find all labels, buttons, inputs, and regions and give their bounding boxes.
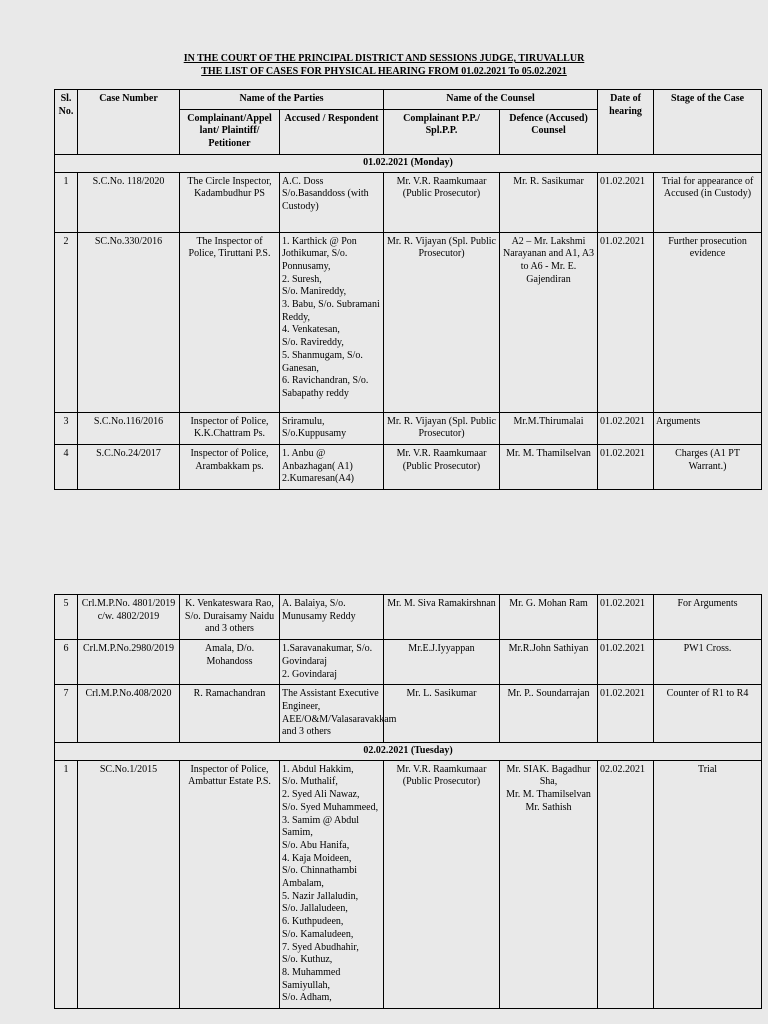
col-accused: Accused / Respondent <box>280 109 384 154</box>
cell-sl: 2 <box>55 232 78 412</box>
cell-sl: 3 <box>55 412 78 444</box>
col-counsel: Name of the Counsel <box>384 90 598 110</box>
cell-case-number: Crl.M.P.No.408/2020 <box>78 685 180 743</box>
cell-stage: For Arguments <box>654 595 762 640</box>
cell-sl: 1 <box>55 760 78 1008</box>
table-row <box>55 685 762 743</box>
cell-stage: Further prosecution evidence <box>654 232 762 412</box>
cell-accused: The Assistant Executive Engineer, AEE/O&M/Valasaravakkam and 3 others <box>280 685 384 743</box>
cell-complainant: Amala, D/o. Mohandoss <box>180 640 280 685</box>
table-row <box>55 412 762 444</box>
cell-pp: Mr. V.R. Raamkumaar (Public Prosecutor) <box>384 444 500 489</box>
col-sl: Sl. No. <box>55 90 78 155</box>
list-title: THE LIST OF CASES FOR PHYSICAL HEARING FROM 01.02.2021 To 05.02.2021 <box>201 66 567 77</box>
cell-sl: 1 <box>55 172 78 232</box>
cell-defence: Mr.R.John Sathiyan <box>500 640 598 685</box>
col-parties: Name of the Parties <box>180 90 384 110</box>
cell-date: 02.02.2021 <box>598 760 654 1008</box>
cell-stage: Arguments <box>654 412 762 444</box>
cell-complainant: K. Venkateswara Rao, S/o. Duraisamy Naidu and 3 others <box>180 595 280 640</box>
cell-defence: Mr. R. Sasikumar <box>500 172 598 232</box>
cell-complainant: The Inspector of Police, Tiruttani P.S. <box>180 232 280 412</box>
cell-case-number: S.C.No.116/2016 <box>78 412 180 444</box>
cell-complainant: Inspector of Police, K.K.Chattram Ps. <box>180 412 280 444</box>
cases-table-1 <box>54 89 762 490</box>
cell-pp: Mr. R. Vijayan (Spl. Public Prosecutor) <box>384 412 500 444</box>
cell-defence: Mr. G. Mohan Ram <box>500 595 598 640</box>
cell-stage: Trial for appearance of Accused (in Custody) <box>654 172 762 232</box>
cell-case-number: SC.No.330/2016 <box>78 232 180 412</box>
cell-case-number: SC.No.1/2015 <box>78 760 180 1008</box>
cell-accused: 1. Abdul Hakkim, S/o. Muthalif, 2. Syed Ali Nawaz, S/o. Syed Muhammeed, 3. Samim @ Abdul Samim, S/o. Abu Hanifa, 4. Kaja Moideen, S/o. Chinnathambi Ambalam, 5. Nazir Jallaludin, S/o. Jallaludeen, 6. Kuthpudeen, S/o. Kamaludeen, 7. Syed Abudhahir, S/o. Kuthuz, 8. Muhammed Samiyullah, S/o. Adham, <box>280 760 384 1008</box>
col-stage: Stage of the Case <box>654 90 762 155</box>
col-complainant: Complainant/Appel lant/ Plaintiff/ Petitioner <box>180 109 280 154</box>
cell-stage: Counter of R1 to R4 <box>654 685 762 743</box>
cell-defence: Mr. SIAK. Bagadhur Sha, Mr. M. Thamilselvan Mr. Sathish <box>500 760 598 1008</box>
table-row <box>55 640 762 685</box>
cell-accused: A. Balaiya, S/o. Munusamy Reddy <box>280 595 384 640</box>
table-row <box>55 595 762 640</box>
col-case-number: Case Number <box>78 90 180 155</box>
cell-accused: 1. Anbu @ Anbazhagan( A1) 2.Kumaresan(A4) <box>280 444 384 489</box>
cell-accused: 1. Karthick @ Pon Jothikumar, S/o. Ponnusamy, 2. Suresh, S/o. Manireddy, 3. Babu, S/o. Subramani Reddy, 4. Venkatesan, S/o. Ravireddy, 5. Shanmugam, S/o. Ganesan, 6. Ravichandran, S/o. Sabapathy reddy <box>280 232 384 412</box>
cell-accused: A.C. Doss S/o.Basanddoss (with Custody) <box>280 172 384 232</box>
cell-accused: Sriramulu, S/o.Kuppusamy <box>280 412 384 444</box>
cell-stage: PW1 Cross. <box>654 640 762 685</box>
cell-case-number: S.C.No.24/2017 <box>78 444 180 489</box>
cell-pp: Mr. R. Vijayan (Spl. Public Prosecutor) <box>384 232 500 412</box>
date-row-day2 <box>55 743 762 761</box>
cell-complainant: The Circle Inspector, Kadambudhur PS <box>180 172 280 232</box>
cell-date: 01.02.2021 <box>598 232 654 412</box>
court-title: IN THE COURT OF THE PRINCIPAL DISTRICT AND SESSIONS JUDGE, TIRUVALLUR <box>183 53 585 64</box>
document-heading <box>0 52 768 78</box>
cell-defence: Mr. M. Thamilselvan <box>500 444 598 489</box>
cell-case-number: Crl.M.P.No. 4801/2019 c/w. 4802/2019 <box>78 595 180 640</box>
cell-defence: A2 – Mr. Lakshmi Narayanan and A1, A3 to A6 - Mr. E. Gajendiran <box>500 232 598 412</box>
cell-pp: Mr.E.J.Iyyappan <box>384 640 500 685</box>
table-row <box>55 760 762 1008</box>
cell-date: 01.02.2021 <box>598 595 654 640</box>
col-defence: Defence (Accused) Counsel <box>500 109 598 154</box>
col-date: Date of hearing <box>598 90 654 155</box>
cell-defence: Mr. P.. Soundarrajan <box>500 685 598 743</box>
cases-table-2 <box>54 594 762 1009</box>
table-row <box>55 444 762 489</box>
cell-complainant: Inspector of Police, Ambattur Estate P.S. <box>180 760 280 1008</box>
header-row-1 <box>55 90 762 110</box>
cell-pp: Mr. V.R. Raamkumaar (Public Prosecutor) <box>384 760 500 1008</box>
cell-accused: 1.Saravanakumar, S/o. Govindaraj 2. Govindaraj <box>280 640 384 685</box>
cell-date: 01.02.2021 <box>598 444 654 489</box>
date-heading: 02.02.2021 (Tuesday) <box>55 743 762 761</box>
table-row <box>55 172 762 232</box>
cell-stage: Trial <box>654 760 762 1008</box>
table-row <box>55 232 762 412</box>
cell-sl: 5 <box>55 595 78 640</box>
cell-pp: Mr. M. Siva Ramakirshnan <box>384 595 500 640</box>
cell-stage: Charges (A1 PT Warrant.) <box>654 444 762 489</box>
cell-sl: 4 <box>55 444 78 489</box>
cell-date: 01.02.2021 <box>598 640 654 685</box>
cell-case-number: S.C.No. 118/2020 <box>78 172 180 232</box>
cell-date: 01.02.2021 <box>598 172 654 232</box>
cell-complainant: R. Ramachandran <box>180 685 280 743</box>
col-pp: Complainant P.P./ Spl.P.P. <box>384 109 500 154</box>
cell-date: 01.02.2021 <box>598 412 654 444</box>
cell-pp: Mr. L. Sasikumar <box>384 685 500 743</box>
cell-sl: 7 <box>55 685 78 743</box>
cell-sl: 6 <box>55 640 78 685</box>
cell-case-number: Crl.M.P.No.2980/2019 <box>78 640 180 685</box>
cell-pp: Mr. V.R. Raamkumaar (Public Prosecutor) <box>384 172 500 232</box>
cell-defence: Mr.M.Thirumalai <box>500 412 598 444</box>
date-row-day1 <box>55 154 762 172</box>
date-heading: 01.02.2021 (Monday) <box>55 154 762 172</box>
cell-date: 01.02.2021 <box>598 685 654 743</box>
cell-complainant: Inspector of Police, Arambakkam ps. <box>180 444 280 489</box>
